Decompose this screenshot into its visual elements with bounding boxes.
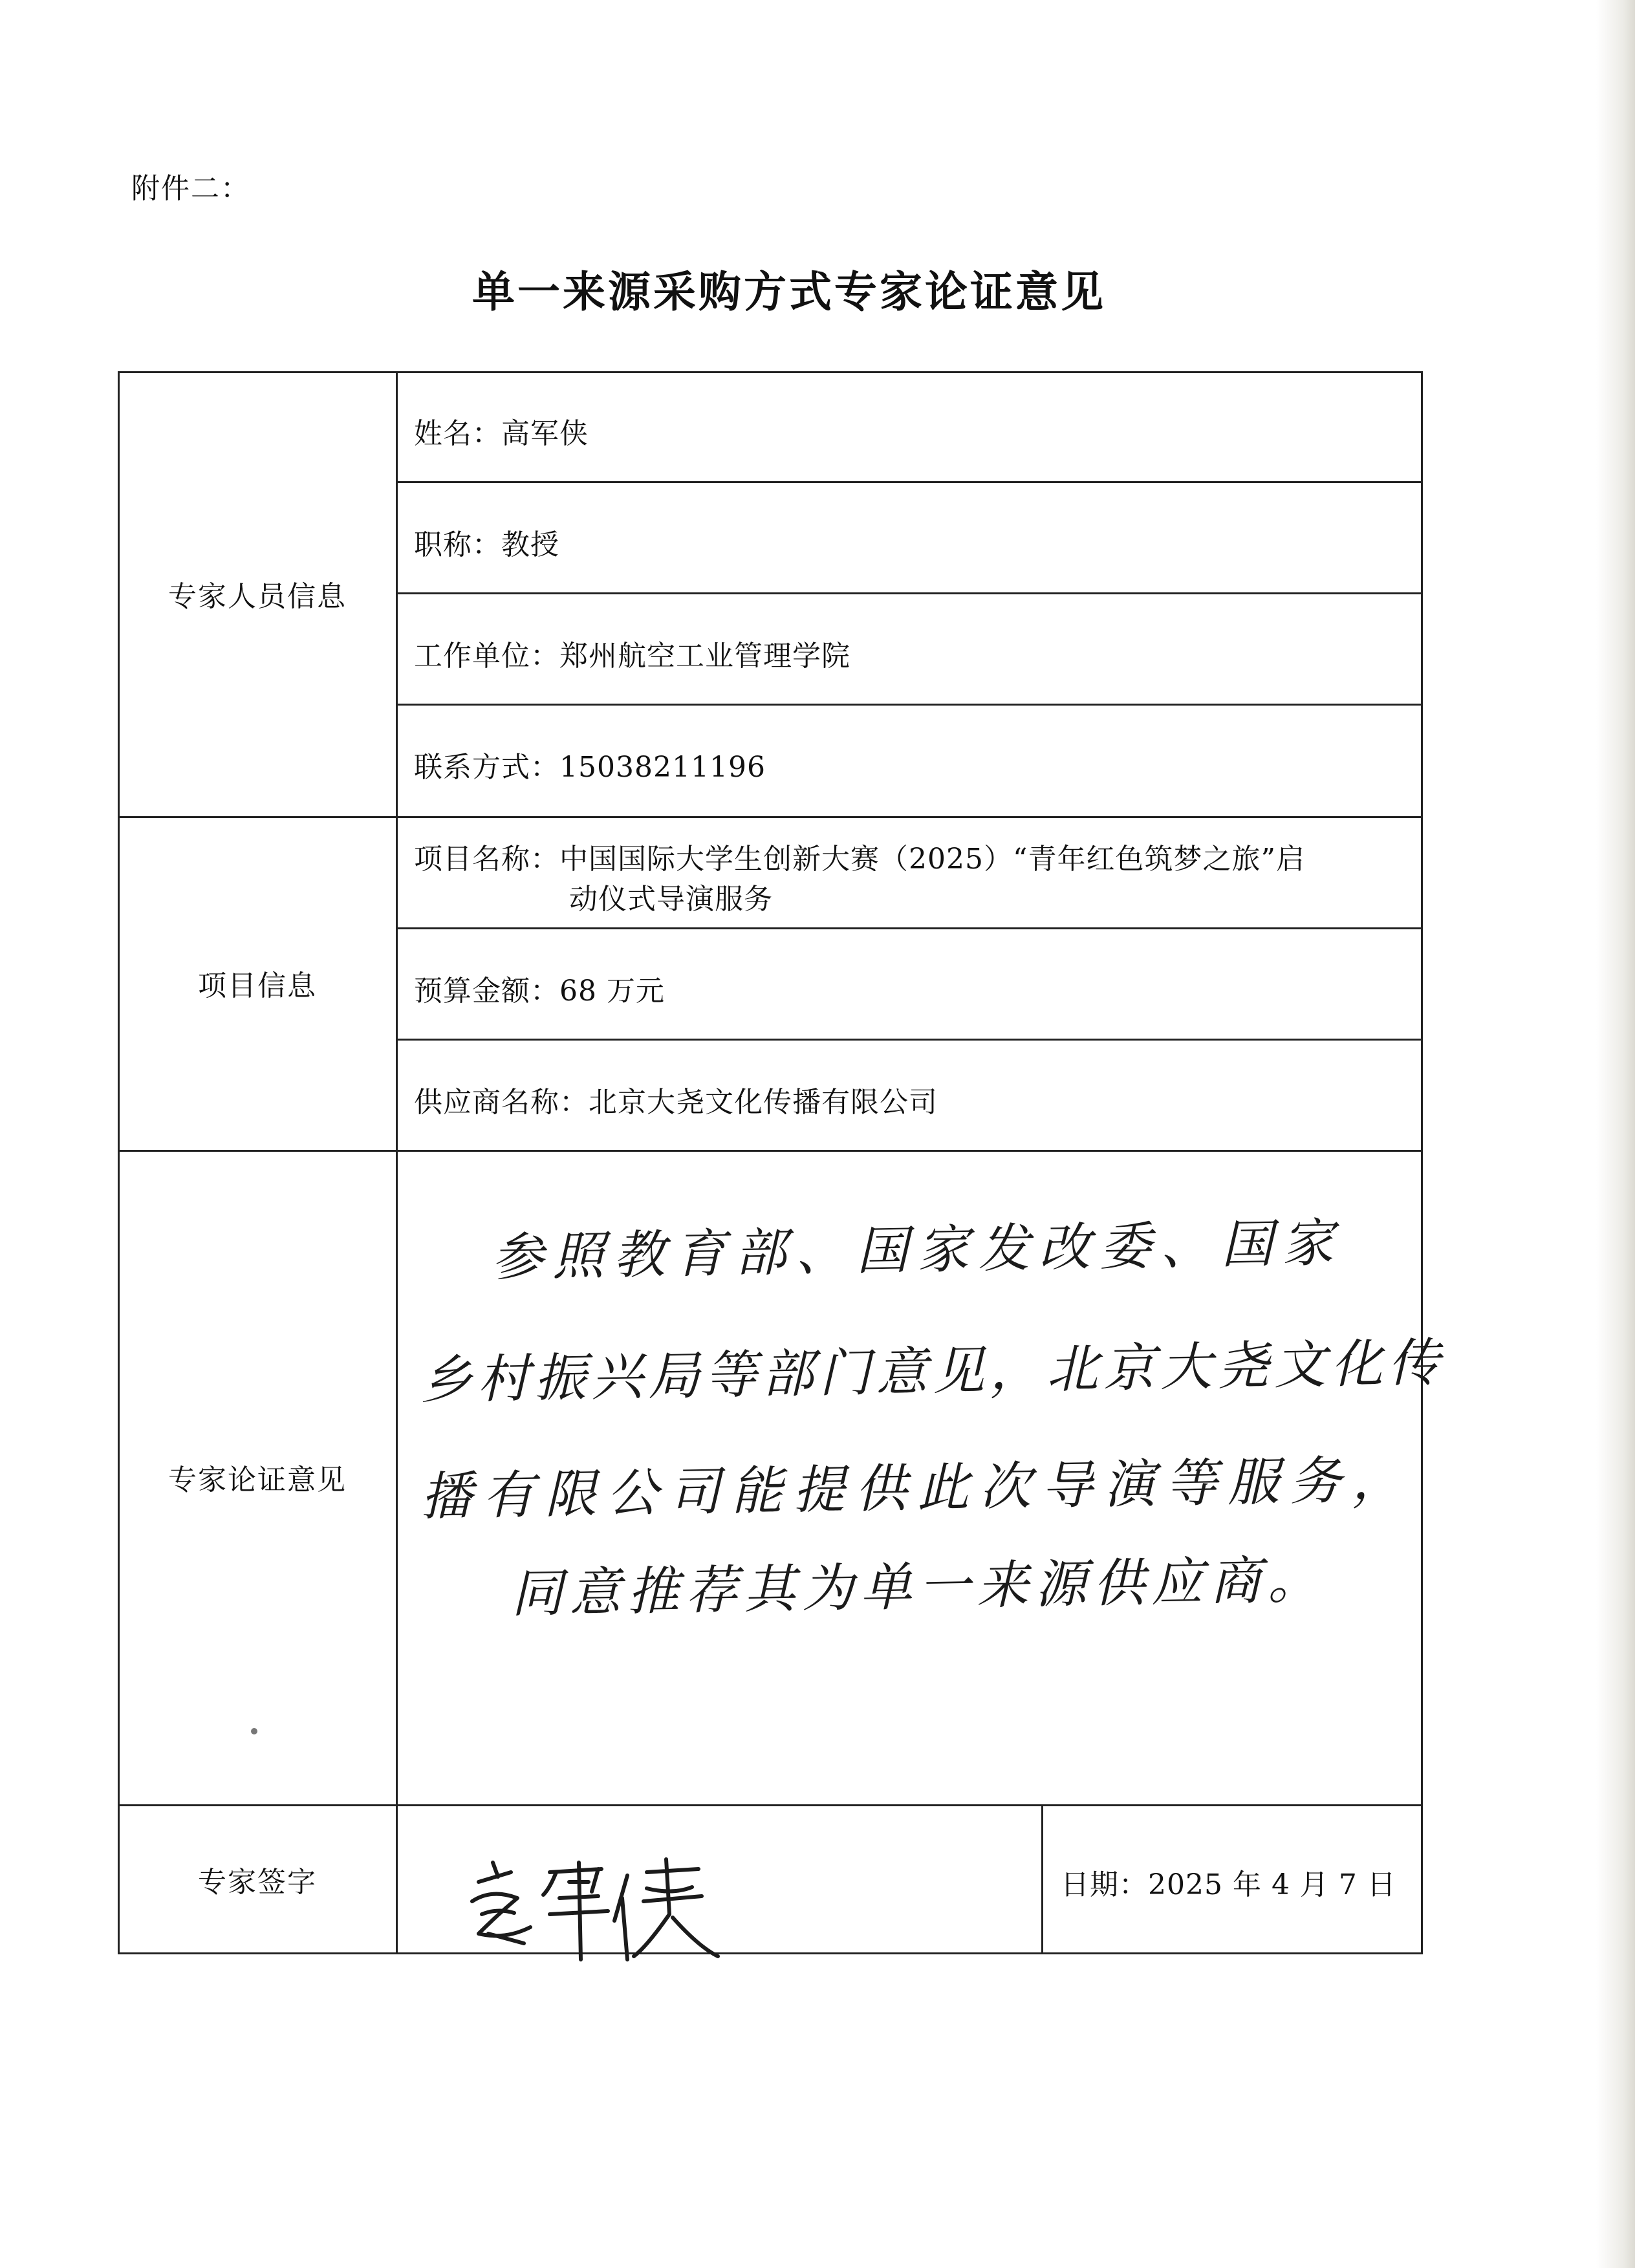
opinion-line-4: 同意推荐其为单一来源供应商。 bbox=[510, 1550, 1326, 1624]
expert-name: 姓名：高军侠 bbox=[414, 417, 589, 450]
expert-title: 职称：教授 bbox=[414, 528, 559, 561]
attachment-label: 附件二： bbox=[131, 172, 250, 205]
expert-contact: 联系方式：15038211196 bbox=[414, 751, 766, 784]
signature-date: 日期：2025 年 4 月 7 日 bbox=[1061, 1868, 1396, 1901]
date-divider bbox=[1041, 1804, 1043, 1954]
opinion-line-2: 乡村振兴局等部门意见，北京大尧文化传 bbox=[420, 1332, 1446, 1410]
project-info-label: 项目信息 bbox=[198, 969, 317, 1002]
opinion-label: 专家论证意见 bbox=[168, 1463, 347, 1496]
opinion-line-3: 播有限公司能提供此次导演等服务， bbox=[420, 1449, 1414, 1527]
project-name-line1: 项目名称：中国国际大学生创新大赛（2025）“青年红色筑梦之旅”启 bbox=[414, 843, 1305, 876]
document-title: 单一来源采购方式专家论证意见 bbox=[472, 267, 1106, 317]
row-divider bbox=[396, 481, 1423, 483]
scan-edge bbox=[1596, 0, 1635, 2268]
project-name-line2: 动仪式导演服务 bbox=[569, 883, 773, 916]
scan-speck bbox=[251, 1728, 257, 1734]
row-divider bbox=[396, 592, 1423, 594]
project-budget: 预算金额：68 万元 bbox=[414, 975, 665, 1008]
signature-label: 专家签字 bbox=[198, 1866, 317, 1899]
project-supplier: 供应商名称：北京大尧文化传播有限公司 bbox=[414, 1086, 938, 1119]
row-divider bbox=[396, 927, 1423, 929]
expert-employer: 工作单位：郑州航空工业管理学院 bbox=[414, 640, 850, 673]
handwritten-signature bbox=[453, 1837, 724, 1966]
row-divider bbox=[396, 704, 1423, 706]
expert-info-label: 专家人员信息 bbox=[168, 580, 347, 613]
opinion-line-1: 参照教育部、国家发改委、国家 bbox=[491, 1213, 1343, 1288]
row-divider bbox=[396, 1039, 1423, 1041]
